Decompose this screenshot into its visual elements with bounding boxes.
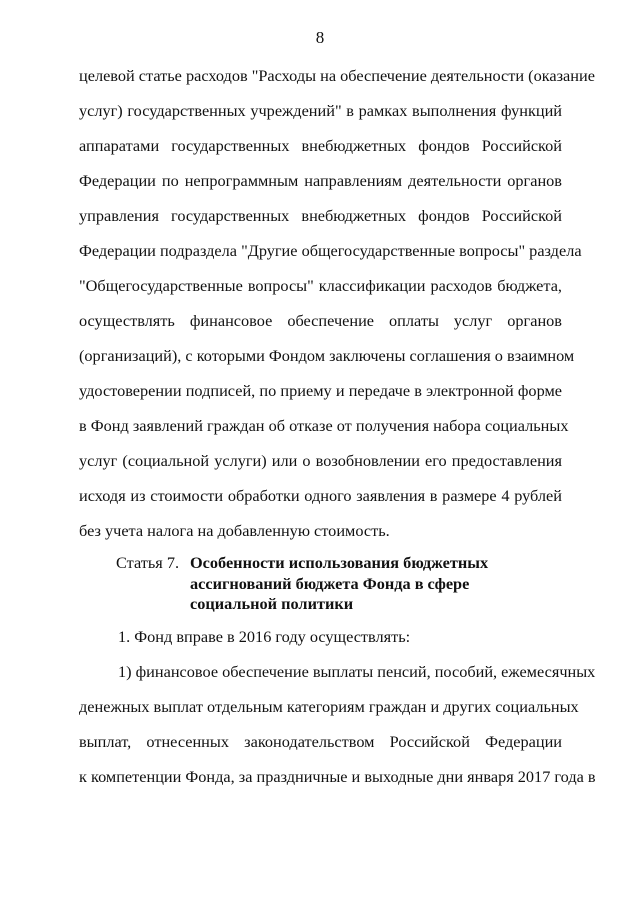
paragraph-start: 1. Фонд вправе в 2016 году осуществлять: [118, 627, 411, 646]
text-line: целевой статье расходов "Расходы на обеспечение деятельности (оказание [79, 66, 595, 85]
article-title-line: Особенности использования бюджетных [190, 553, 489, 572]
text-line: осуществлять финансовое обеспечение оплаты услуг органов [79, 311, 562, 330]
text-line: выплат, отнесенных законодательством Российской Федерации [79, 732, 562, 751]
text-line: денежных выплат отдельным категориям граждан и других социальных [79, 697, 579, 716]
text-line: в Фонд заявлений граждан об отказе от получения набора социальных [79, 416, 569, 435]
text-line: услуг (социальной услуги) или о возобновлении его предоставления [79, 451, 562, 470]
text-line: "Общегосударственные вопросы" классификации расходов бюджета, [79, 276, 562, 295]
article-title [190, 553, 488, 615]
text-line: удостоверении подписей, по приему и передаче в электронной форме [79, 381, 562, 400]
text-line: (организаций), с которыми Фондом заключены соглашения о взаимном [79, 346, 575, 365]
paragraph-start: 1) финансовое обеспечение выплаты пенсий, пособий, ежемесячных [118, 662, 596, 681]
article-title-line: ассигнований бюджета Фонда в сфере [190, 573, 470, 593]
text-line: управления государственных внебюджетных фондов Российской [79, 206, 562, 225]
text-line: Федерации подраздела "Другие общегосударственные вопросы" раздела [79, 241, 582, 260]
text-line: аппаратами государственных внебюджетных фондов Российской [79, 136, 562, 155]
article-label: Статья 7. [116, 553, 180, 572]
text-line: Федерации по непрограммным направлениям деятельности органов [79, 171, 562, 190]
text-line: к компетенции Фонда, за праздничные и выходные дни января 2017 года в [79, 767, 596, 786]
text-line: услуг) государственных учреждений" в рамках выполнения функций [79, 101, 562, 120]
text-line-last: без учета налога на добавленную стоимость. [79, 521, 390, 540]
page-number: 8 [315, 28, 325, 47]
text-line: исходя из стоимости обработки одного заявления в размере 4 рублей [79, 486, 562, 505]
article-title-line: социальной политики [190, 594, 354, 613]
